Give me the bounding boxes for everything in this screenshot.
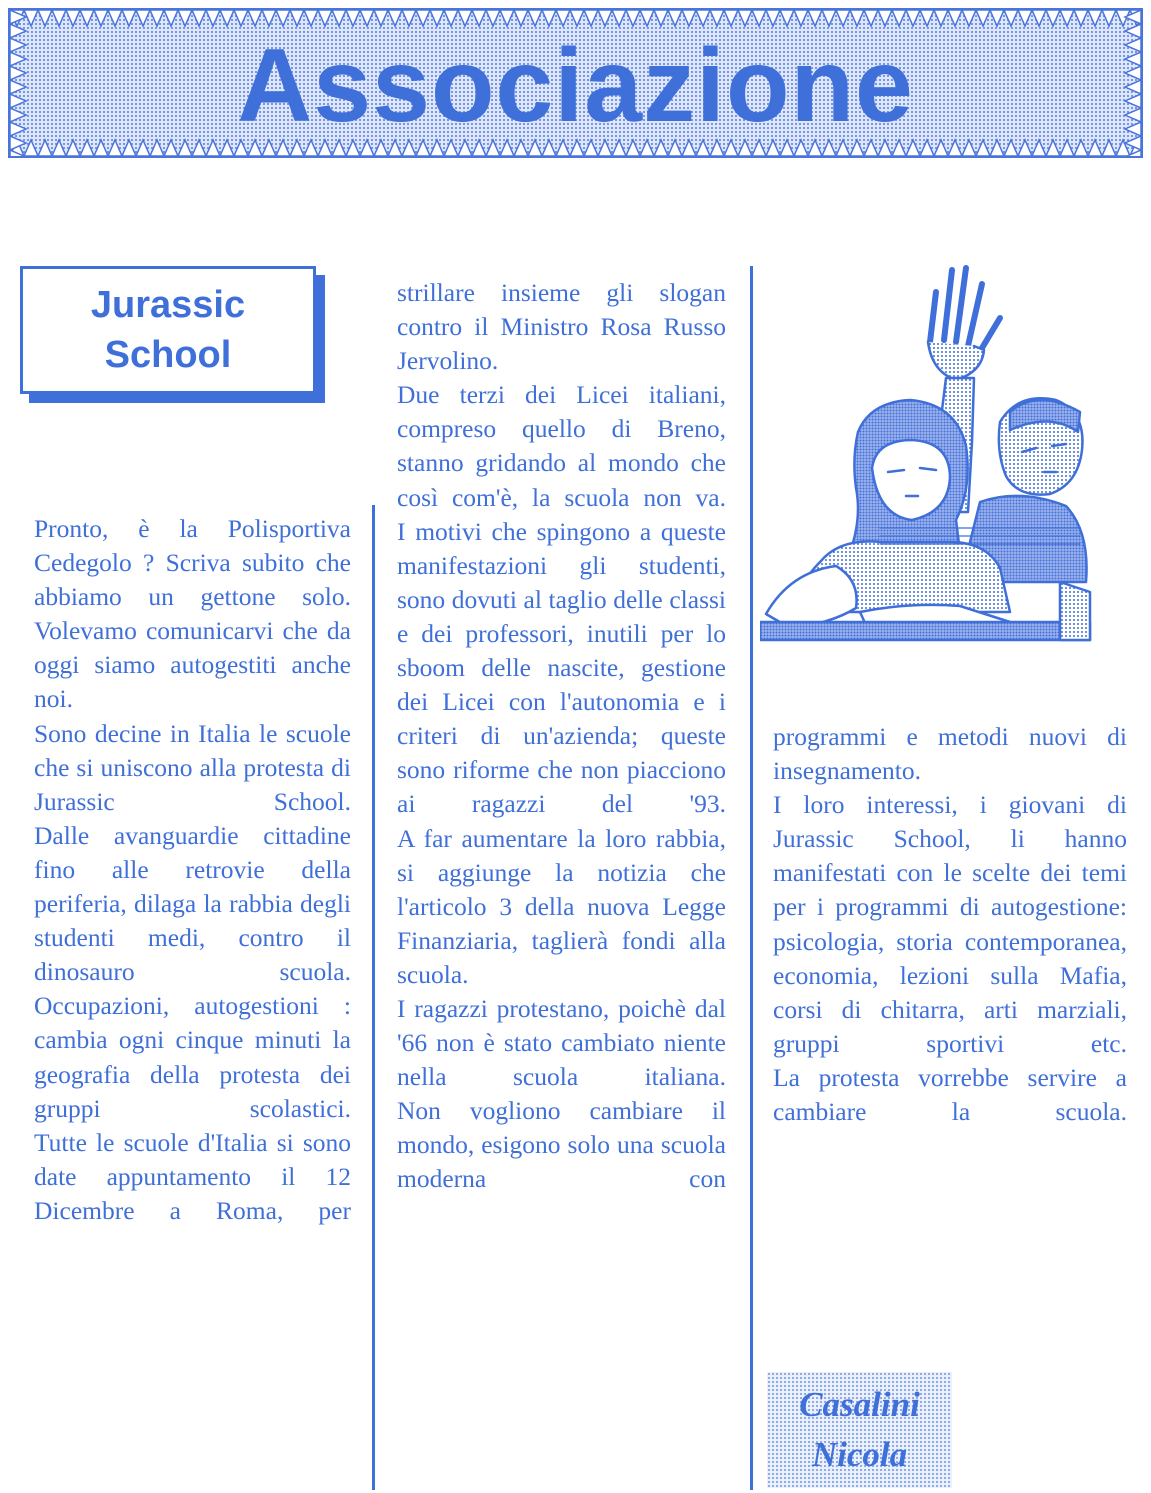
paragraph: Due terzi dei Licei italiani, compreso quello di Breno, stanno gridando al mondo che così com'è, la scuola non va. bbox=[397, 380, 726, 512]
header-banner bbox=[8, 8, 1143, 158]
article-column-2 bbox=[397, 276, 726, 1197]
column-divider-1 bbox=[372, 505, 375, 1490]
paragraph: Sono decine in Italia le scuole che si uniscono alla protesta di Jurassic School. bbox=[34, 718, 351, 816]
paragraph: La protesta vorrebbe servire a cambiare la scuola. bbox=[773, 1062, 1127, 1127]
paragraph: Non vogliono cambiare il mondo, esigono solo una scuola moderna con bbox=[397, 1096, 726, 1194]
paragraph: A far aumentare la loro rabbia, si aggiunge la notizia che l'articolo 3 della nuova Legge Finanziaria, taglierà fondi alla scuola. bbox=[397, 823, 726, 989]
paragraph: strillare insieme gli slogan contro il Ministro Rosa Russo Jervolino. bbox=[397, 278, 726, 376]
author-name: Nicola bbox=[811, 1435, 908, 1474]
paragraph: I motivi che spingono a queste manifestazioni gli studenti, sono dovuti al taglio delle classi e dei professori, inutili per lo sboom delle nascite, gestione dei Licei con l'autonomia e i criteri di un'azienda; queste sono riforme che non piacciono ai ragazzi del '93. bbox=[397, 516, 726, 819]
paragraph: I loro interessi, i giovani di Jurassic School, li hanno manifestati con le scelte dei temi per i programmi di autogestione: psicologia, storia contemporanea, economia, lezioni sulla Mafia, corsi di chitarra, arti marziali, gruppi sportivi etc. bbox=[773, 790, 1127, 1058]
paragraph: I ragazzi protestano, poichè dal '66 non è stato cambiato niente nella scuola italiana. bbox=[397, 993, 726, 1092]
article-column-1 bbox=[34, 512, 351, 1228]
article-column-3 bbox=[773, 720, 1127, 1129]
page-title: Associazione bbox=[237, 28, 914, 144]
section-title: Jurassic School bbox=[90, 284, 246, 376]
author-signature bbox=[767, 1372, 952, 1488]
students-raising-hand-illustration bbox=[760, 262, 1100, 647]
author-surname: Casalini bbox=[799, 1385, 920, 1424]
paragraph: Volevamo comunicarvi che da oggi siamo autogestiti anche noi. bbox=[34, 616, 351, 714]
paragraph: Occupazioni, autogestioni : cambia ogni cinque minuti la geografia della protesta dei gruppi scolastici. bbox=[34, 991, 351, 1123]
section-heading-box bbox=[20, 266, 316, 394]
paragraph: Pronto, è la Polisportiva Cedegolo ? Scriva subito che abbiamo un gettone solo. bbox=[34, 514, 351, 612]
paragraph: programmi e metodi nuovi di insegnamento. bbox=[773, 722, 1127, 786]
paragraph: Tutte le scuole d'Italia si sono date appuntamento il 12 Dicembre a Roma, per bbox=[34, 1127, 351, 1225]
paragraph: Dalle avanguardie cittadine fino alle retrovie della periferia, dilaga la rabbia degli studenti medi, contro il dinosauro scuola. bbox=[34, 820, 351, 987]
column-divider-2 bbox=[750, 266, 753, 1490]
